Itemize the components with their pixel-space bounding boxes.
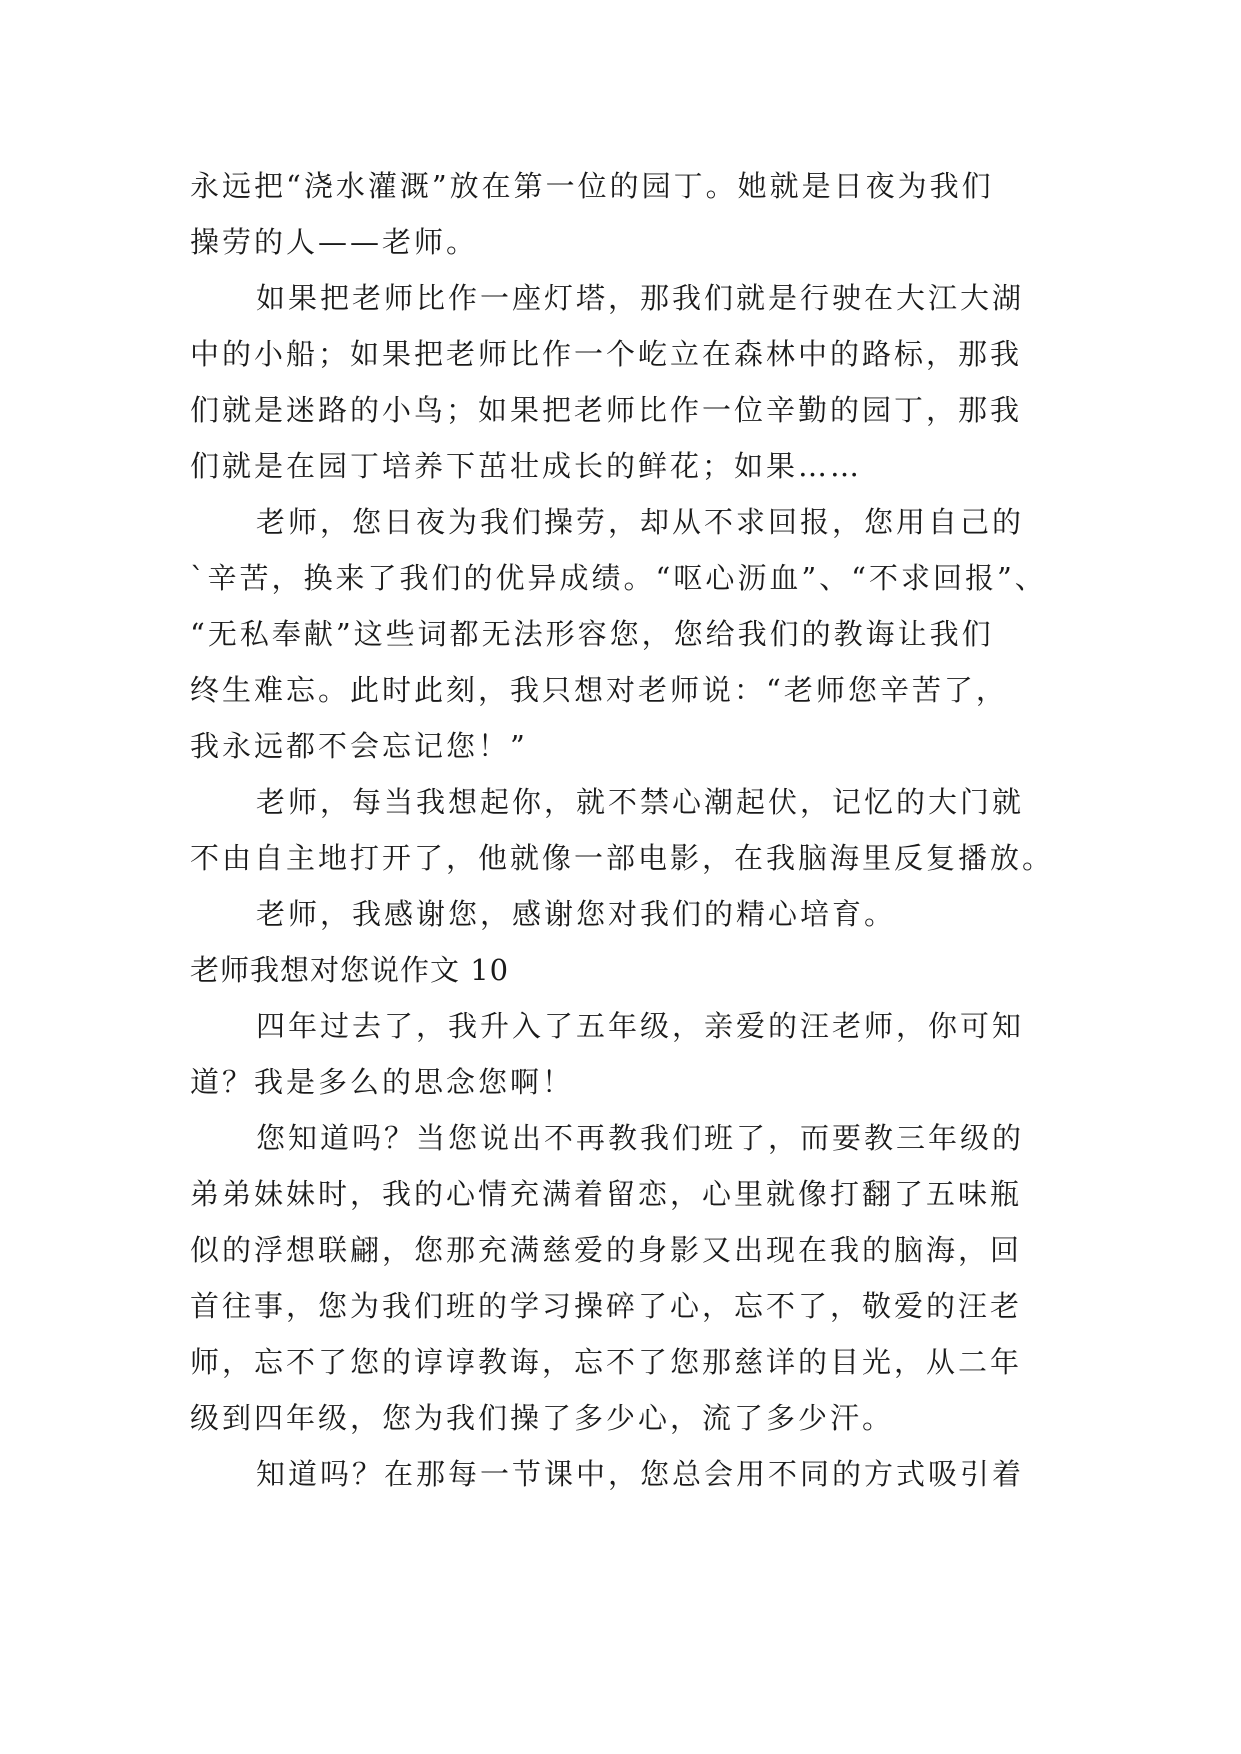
text-line: 四年过去了，我升入了五年级，亲爱的汪老师，你可知: [256, 1009, 1025, 1043]
text-line: 操劳的人——老师。: [190, 225, 479, 259]
text-line: 如果把老师比作一座灯塔，那我们就是行驶在大江大湖: [256, 281, 1025, 315]
text-line: 老师，我感谢您，感谢您对我们的精心培育。: [256, 897, 897, 931]
text-line: 我永远都不会忘记您！”: [190, 729, 528, 763]
document-body: [190, 158, 1090, 1502]
text-line: 们就是迷路的小鸟；如果把老师比作一位辛勤的园丁，那我: [190, 393, 1023, 427]
text-line: 知道吗？在那每一节课中，您总会用不同的方式吸引着: [256, 1457, 1025, 1491]
text-line: 老师，每当我想起你，就不禁心潮起伏，记忆的大门就: [256, 785, 1025, 819]
text-line: 不由自主地打开了，他就像一部电影，在我脑海里反复播放。: [190, 841, 1055, 875]
text-line: 首往事，您为我们班的学习操碎了心，忘不了，敬爱的汪老: [190, 1289, 1023, 1323]
text-line: 似的浮想联翩，您那充满慈爱的身影又出现在我的脑海，回: [190, 1233, 1023, 1267]
section-heading: 老师我想对您说作文 10: [190, 953, 510, 987]
text-line: “无私奉献”这些词都无法形容您，您给我们的教诲让我们: [190, 617, 994, 651]
text-line: 中的小船；如果把老师比作一个屹立在森林中的路标，那我: [190, 337, 1023, 371]
text-line: `辛苦，换来了我们的优异成绩。“呕心沥血”、“不求回报”、: [190, 561, 1047, 595]
text-line: 们就是在园丁培养下茁壮成长的鲜花；如果……: [190, 449, 863, 483]
text-line: 您知道吗？当您说出不再教我们班了，而要教三年级的: [256, 1121, 1025, 1155]
text-line: 弟弟妹妹时，我的心情充满着留恋，心里就像打翻了五味瓶: [190, 1177, 1023, 1211]
text-line: 终生难忘。此时此刻，我只想对老师说：“老师您辛苦了，: [190, 673, 1008, 707]
text-line: 师，忘不了您的谆谆教诲，忘不了您那慈详的目光，从二年: [190, 1345, 1023, 1379]
text-line: 永远把“浇水灌溉”放在第一位的园丁。她就是日夜为我们: [190, 169, 994, 203]
text-line: 道？我是多么的思念您啊！: [190, 1065, 575, 1099]
text-line: 级到四年级，您为我们操了多少心，流了多少汗。: [190, 1401, 895, 1435]
text-line: 老师，您日夜为我们操劳，却从不求回报，您用自己的: [256, 505, 1025, 539]
